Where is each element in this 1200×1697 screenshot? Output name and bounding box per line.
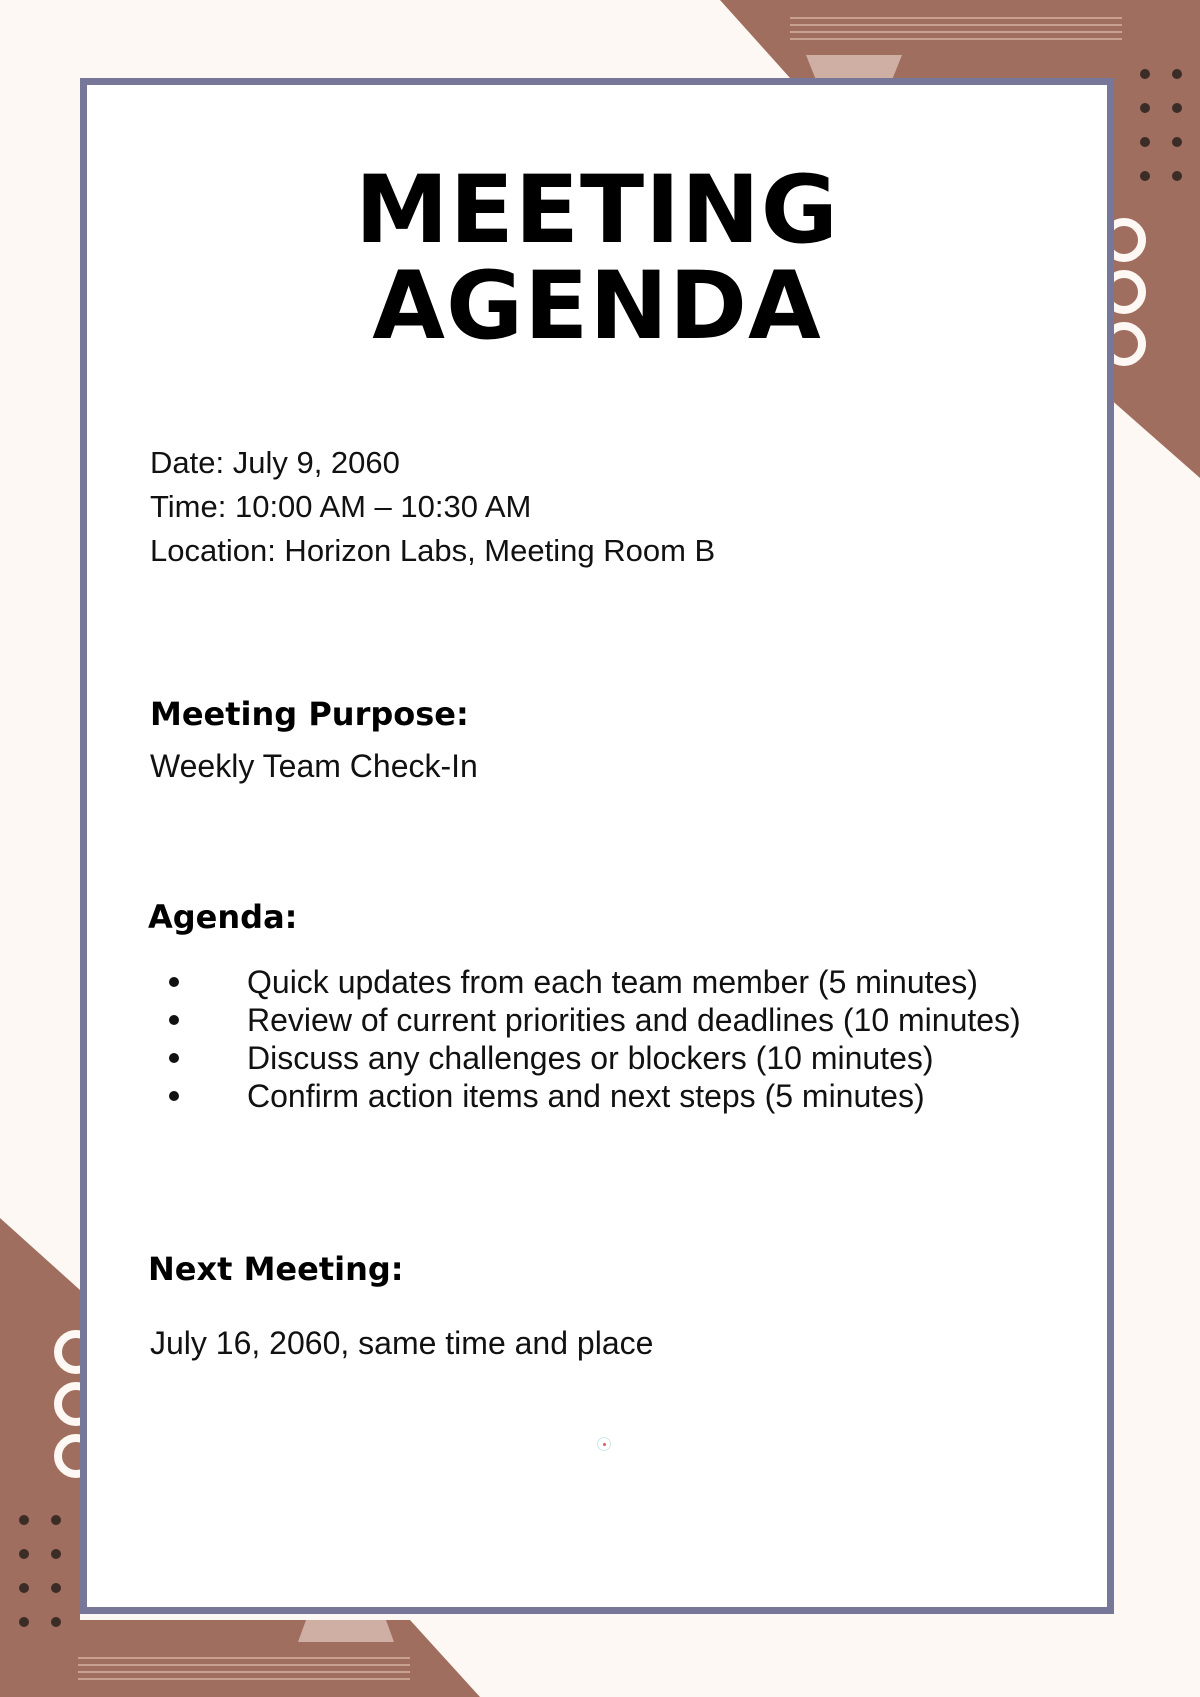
page-title <box>87 156 1107 361</box>
agenda-item: Quick updates from each team member (5 minutes) <box>169 963 1069 1001</box>
meeting-time: Time: 10:00 AM – 10:30 AM <box>150 489 532 524</box>
title-line-1: MEETING <box>355 156 839 265</box>
purpose-heading: Meeting Purpose: <box>150 695 469 733</box>
meeting-date: Date: July 9, 2060 <box>150 445 400 480</box>
next-meeting-heading: Next Meeting: <box>148 1250 404 1288</box>
agenda-heading: Agenda: <box>148 898 298 936</box>
agenda-item: Discuss any challenges or blockers (10 minutes) <box>169 1039 1069 1077</box>
bullet-icon <box>169 977 179 987</box>
agenda-item: Confirm action items and next steps (5 minutes) <box>169 1077 1069 1115</box>
agenda-card <box>80 78 1114 1614</box>
agenda-list <box>169 963 1069 1115</box>
bullet-icon <box>169 1053 179 1063</box>
bullet-icon <box>169 1091 179 1101</box>
agenda-item: Review of current priorities and deadlines (10 minutes) <box>169 1001 1069 1039</box>
meeting-details <box>150 441 715 573</box>
top-vessel-shape <box>806 55 902 80</box>
center-marker <box>597 1437 611 1451</box>
bottom-vessel-shape <box>298 1620 394 1642</box>
next-meeting-text: July 16, 2060, same time and place <box>150 1325 654 1361</box>
purpose-text: Weekly Team Check-In <box>150 748 478 784</box>
bullet-icon <box>169 1015 179 1025</box>
meeting-location: Location: Horizon Labs, Meeting Room B <box>150 533 716 568</box>
title-line-2: AGENDA <box>372 252 822 361</box>
